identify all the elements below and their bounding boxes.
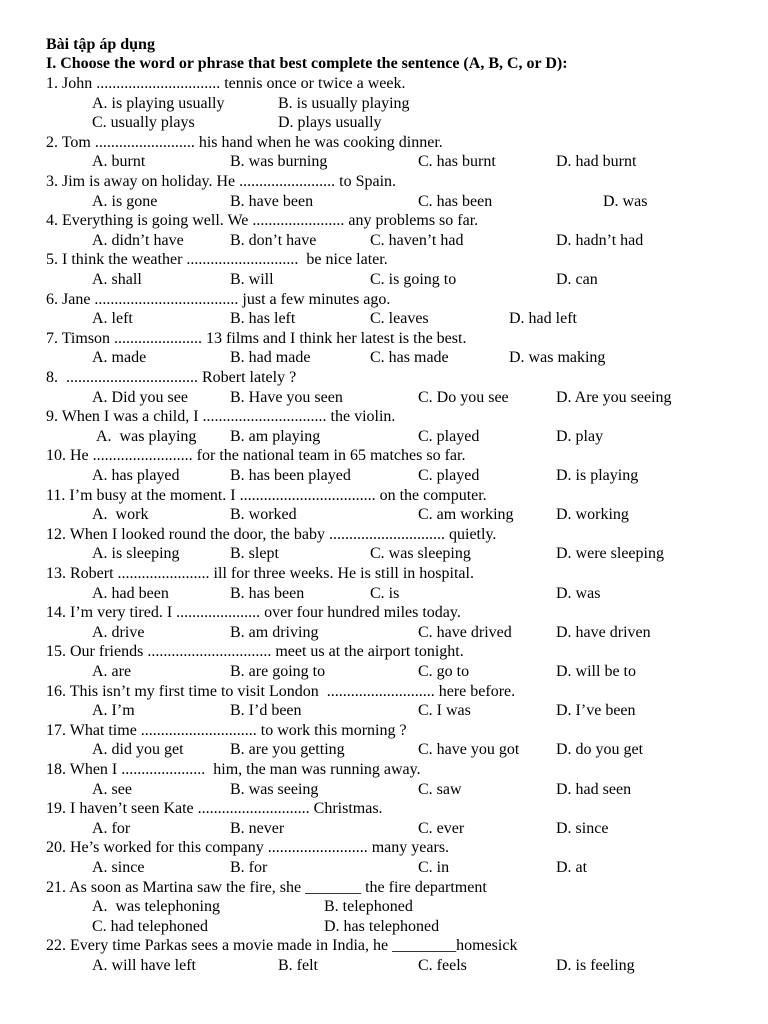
- question-22-option-d: D. is feeling: [556, 957, 635, 974]
- question-13-option-a: A. had been: [92, 585, 169, 602]
- question-21-option-a: A. was telephoning: [92, 898, 220, 915]
- question-6: 6. Jane .................................... just a few minutes ago.: [46, 291, 391, 308]
- question-10: 10. He ......................... for the national team in 65 matches so far.: [46, 447, 466, 464]
- question-7: 7. Timson ...................... 13 films and I think her latest is the best.: [46, 330, 467, 347]
- question-14-option-c: C. have drived: [418, 624, 512, 641]
- question-7-option-d: D. was making: [509, 349, 606, 366]
- question-3: 3. Jim is away on holiday. He ........................ to Spain.: [46, 173, 397, 190]
- question-10-option-d: D. is playing: [556, 467, 639, 484]
- question-2: 2. Tom ......................... his hand when he was cooking dinner.: [46, 134, 443, 151]
- question-17-option-d: D. do you get: [556, 741, 644, 758]
- question-19: 19. I haven’t seen Kate ............................ Christmas.: [46, 800, 383, 817]
- question-21-option-b: B. telephoned: [324, 898, 413, 915]
- question-14-option-b: B. am driving: [230, 624, 319, 641]
- question-17-option-b: B. are you getting: [230, 741, 345, 758]
- question-22-option-b: B. felt: [278, 957, 318, 974]
- section-instruction: I. Choose the word or phrase that best complete the sentence (A, B, C, or D):: [46, 55, 568, 72]
- question-4-option-b: B. don’t have: [230, 232, 317, 249]
- question-8-option-d: D. Are you seeing: [556, 389, 672, 406]
- question-16: 16. This isn’t my first time to visit London ........................... here before.: [46, 683, 516, 700]
- question-14-option-d: D. have driven: [556, 624, 651, 641]
- question-12: 12. When I looked round the door, the baby ............................. quietly.: [46, 526, 497, 543]
- question-9-option-c: C. played: [418, 428, 480, 445]
- question-1: 1. John ............................... tennis once or twice a week.: [46, 75, 406, 92]
- question-6-option-b: B. has left: [230, 310, 296, 327]
- question-4-option-d: D. hadn’t had: [556, 232, 644, 249]
- question-21: 21. As soon as Martina saw the fire, she _______ the fire department: [46, 879, 487, 896]
- worksheet-heading: Bài tập áp dụng: [46, 36, 155, 53]
- question-14-option-a: A. drive: [92, 624, 145, 641]
- question-10-option-a: A. has played: [92, 467, 180, 484]
- question-20: 20. He’s worked for this company ......................... many years.: [46, 839, 450, 856]
- question-1-option-a: A. is playing usually: [92, 95, 225, 112]
- question-15-option-d: D. will be to: [556, 663, 636, 680]
- question-2-option-b: B. was burning: [230, 153, 328, 170]
- question-20-option-c: C. in: [418, 859, 450, 876]
- question-22: 22. Every time Parkas sees a movie made in India, he ________homesick: [46, 937, 518, 954]
- question-13-option-b: B. has been: [230, 585, 305, 602]
- question-9-option-d: D. play: [556, 428, 604, 445]
- question-2-option-d: D. had burnt: [556, 153, 637, 170]
- question-13: 13. Robert ....................... ill for three weeks. He is still in hospital.: [46, 565, 474, 582]
- question-10-option-c: C. played: [418, 467, 480, 484]
- question-16-option-a: A. I’m: [92, 702, 135, 719]
- question-2-option-c: C. has burnt: [418, 153, 496, 170]
- question-3-option-b: B. have been: [230, 193, 314, 210]
- question-19-option-c: C. ever: [418, 820, 465, 837]
- question-8-option-c: C. Do you see: [418, 389, 509, 406]
- question-6-option-d: D. had left: [509, 310, 577, 327]
- question-10-option-b: B. has been played: [230, 467, 351, 484]
- question-1-option-d: D. plays usually: [278, 114, 382, 131]
- question-5-option-a: A. shall: [92, 271, 142, 288]
- question-5-option-c: C. is going to: [370, 271, 457, 288]
- question-6-option-a: A. left: [92, 310, 133, 327]
- question-19-option-b: B. never: [230, 820, 285, 837]
- question-18-option-c: C. saw: [418, 781, 462, 798]
- question-12-option-d: D. were sleeping: [556, 545, 664, 562]
- question-4: 4. Everything is going well. We ....................... any problems so far.: [46, 212, 479, 229]
- question-17-option-c: C. have you got: [418, 741, 520, 758]
- question-15-option-a: A. are: [92, 663, 132, 680]
- question-14: 14. I’m very tired. I ..................... over four hundred miles today.: [46, 604, 461, 621]
- question-7-option-c: C. has made: [370, 349, 449, 366]
- question-3-option-d: D. was: [603, 193, 648, 210]
- question-6-option-c: C. leaves: [370, 310, 429, 327]
- question-18-option-a: A. see: [92, 781, 132, 798]
- question-11-option-c: C. am working: [418, 506, 514, 523]
- question-19-option-a: A. for: [92, 820, 131, 837]
- question-21-option-c: C. had telephoned: [92, 918, 208, 935]
- question-18-option-b: B. was seeing: [230, 781, 319, 798]
- question-19-option-d: D. since: [556, 820, 609, 837]
- question-20-option-d: D. at: [556, 859, 588, 876]
- question-16-option-c: C. I was: [418, 702, 471, 719]
- question-11-option-b: B. worked: [230, 506, 297, 523]
- question-20-option-b: B. for: [230, 859, 268, 876]
- question-12-option-a: A. is sleeping: [92, 545, 180, 562]
- question-22-option-a: A. will have left: [92, 957, 196, 974]
- question-15-option-c: C. go to: [418, 663, 470, 680]
- question-7-option-b: B. had made: [230, 349, 311, 366]
- question-16-option-b: B. I’d been: [230, 702, 302, 719]
- question-18-option-d: D. had seen: [556, 781, 632, 798]
- question-9-option-b: B. am playing: [230, 428, 321, 445]
- question-20-option-a: A. since: [92, 859, 145, 876]
- question-5-option-b: B. will: [230, 271, 274, 288]
- question-4-option-c: C. haven’t had: [370, 232, 464, 249]
- question-5-option-d: D. can: [556, 271, 598, 288]
- question-16-option-d: D. I’ve been: [556, 702, 636, 719]
- question-8-option-b: B. Have you seen: [230, 389, 343, 406]
- question-1-option-c: C. usually plays: [92, 114, 195, 131]
- question-8: 8. ................................. Robert lately ?: [46, 369, 297, 386]
- question-17-option-a: A. did you get: [92, 741, 184, 758]
- question-1-option-b: B. is usually playing: [278, 95, 410, 112]
- question-5: 5. I think the weather ............................ be nice later.: [46, 251, 388, 268]
- question-11: 11. I’m busy at the moment. I .................................. on the computer.: [46, 487, 487, 504]
- question-22-option-c: C. feels: [418, 957, 467, 974]
- question-8-option-a: A. Did you see: [92, 389, 188, 406]
- question-12-option-b: B. slept: [230, 545, 279, 562]
- question-4-option-a: A. didn’t have: [92, 232, 184, 249]
- question-9-option-a: A. was playing: [96, 428, 197, 445]
- question-3-option-a: A. is gone: [92, 193, 158, 210]
- question-11-option-d: D. working: [556, 506, 629, 523]
- question-2-option-a: A. burnt: [92, 153, 146, 170]
- question-15-option-b: B. are going to: [230, 663, 326, 680]
- question-11-option-a: A. work: [92, 506, 149, 523]
- question-3-option-c: C. has been: [418, 193, 493, 210]
- question-13-option-d: D. was: [556, 585, 601, 602]
- question-21-option-d: D. has telephoned: [324, 918, 440, 935]
- question-15: 15. Our friends ............................... meet us at the airport tonight.: [46, 643, 464, 660]
- question-18: 18. When I ..................... him, the man was running away.: [46, 761, 421, 778]
- question-12-option-c: C. was sleeping: [370, 545, 471, 562]
- question-7-option-a: A. made: [92, 349, 147, 366]
- question-13-option-c: C. is: [370, 585, 400, 602]
- question-9: 9. When I was a child, I ............................... the violin.: [46, 408, 396, 425]
- question-17: 17. What time ............................. to work this morning ?: [46, 722, 407, 739]
